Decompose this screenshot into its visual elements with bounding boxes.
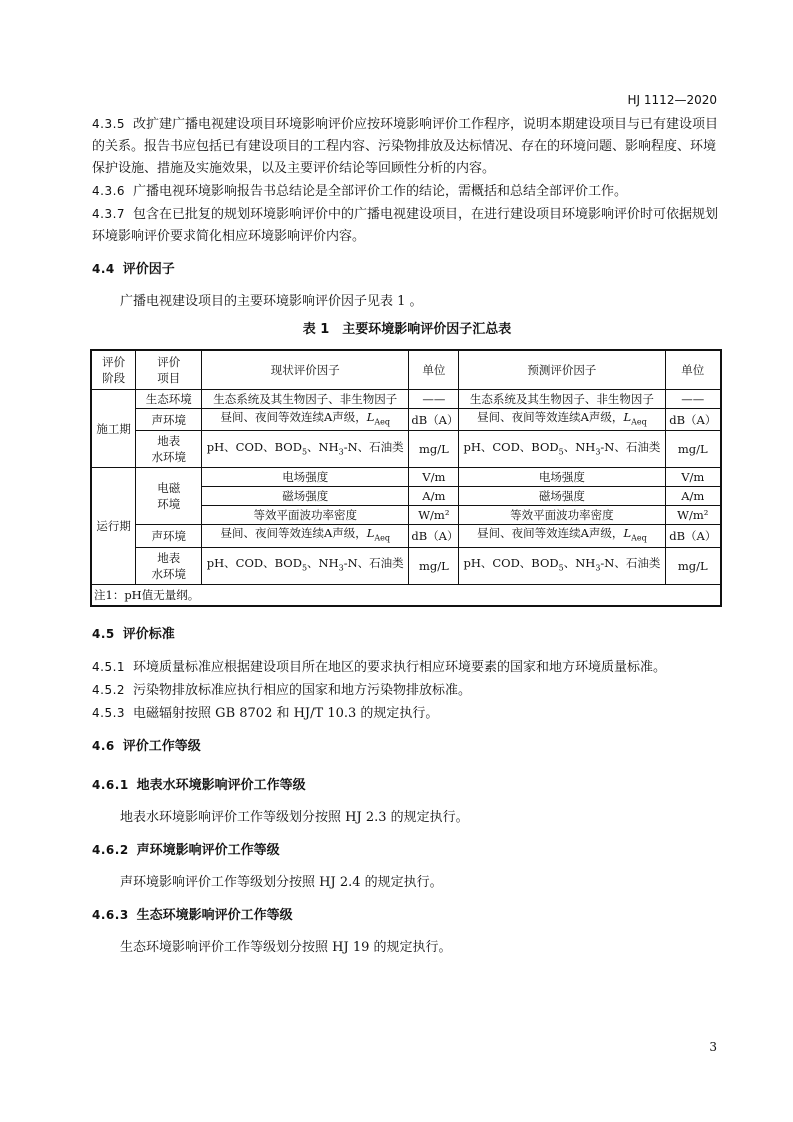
clause-4-3-6 [92, 180, 722, 203]
item-surface-water: 地表 水环境 [136, 547, 202, 584]
document-body [92, 113, 722, 959]
item-electromagnetic: 电磁 环境 [136, 468, 202, 525]
header-unit: 单位 [409, 350, 459, 390]
item-ecology: 生态环境 [136, 390, 202, 409]
table-header-row [91, 350, 721, 390]
clause-4-6-3-text: 生态环境影响评价工作等级划分按照 HJ 19 的规定执行。 [120, 939, 452, 955]
clause-number: 4.3.7 [92, 207, 126, 221]
clause-4-6-1-text: 地表水环境影响评价工作等级划分按照 HJ 2.3 的规定执行。 [120, 809, 469, 825]
clause-4-3-5 [92, 113, 722, 180]
standard-code: HJ 1112—2020 [627, 93, 717, 107]
table-row: 磁场强度 A/m 磁场强度 A/m [91, 487, 721, 506]
clause-4-5-1: 4.5.1 环境质量标准应根据建设项目所在地区的要求执行相应环境要素的国家和地方环境质量标准。 [92, 659, 667, 675]
clause-number: 4.3.6 [92, 184, 126, 198]
page-number: 3 [709, 1040, 717, 1054]
table-note-row [91, 584, 721, 606]
stage-construction: 施工期 [91, 390, 136, 468]
clause-4-5-3: 4.5.3 电磁辐射按照 GB 8702 和 HJ/T 10.3 的规定执行。 [92, 705, 439, 721]
stage-operation: 运行期 [91, 468, 136, 584]
clause-4-3-7 [92, 203, 722, 248]
section-4-4-heading: 4.4 评价因子 [92, 262, 175, 277]
table-row: 地表 水环境 pH、COD、$BOD_5$、$NH_3-N$、石油类 mg/L pH、COD、$BOD_5$、$NH_3-N$、石油类 mg/L [91, 547, 721, 584]
header-predict-factor: 预测评价因子 [459, 350, 665, 390]
clause-4-5-2: 4.5.2 污染物排放标准应执行相应的国家和地方污染物排放标准。 [92, 682, 472, 698]
header-unit: 单位 [665, 350, 721, 390]
table-row: 声环境 昼间、夜间等效连续A声级，$L_{Aeq}$ dB（A） 昼间、夜间等效连续A声级，$L_{Aeq}$ dB（A） [91, 409, 721, 431]
clause-number: 4.3.5 [92, 117, 126, 131]
table-row: 声环境 昼间、夜间等效连续A声级，$L_{Aeq}$ dB（A） 昼间、夜间等效连续A声级，$L_{Aeq}$ dB（A） [91, 525, 721, 547]
table-caption: 表 1 主要环境影响评价因子汇总表 [302, 322, 512, 337]
item-surface-water: 地表 水环境 [136, 431, 202, 468]
clause-4-6-2-heading: 4.6.2 声环境影响评价工作等级 [92, 842, 280, 858]
header-item: 评价 项目 [136, 350, 202, 390]
table-row: 施工期 生态环境 生态系统及其生物因子、非生物因子 —— 生态系统及其生物因子、非生物因子 —— [91, 390, 721, 409]
clause-4-6-1-heading: 4.6.1 地表水环境影响评价工作等级 [92, 777, 306, 793]
clause-4-6-3-heading: 4.6.3 生态环境影响评价工作等级 [92, 907, 293, 923]
clause-text: 广播电视环境影响报告书总结论是全部评价工作的结论，需概括和总结全部评价工作。 [133, 184, 628, 199]
header-current-factor: 现状评价因子 [202, 350, 409, 390]
item-acoustic: 声环境 [136, 525, 202, 547]
table-row: 运行期 电磁 环境 电场强度 V/m 电场强度 V/m [91, 468, 721, 487]
factor-summary-table [90, 349, 722, 607]
table-row: 等效平面波功率密度 W/m² 等效平面波功率密度 W/m² [91, 506, 721, 525]
table-row: 地表 水环境 pH、COD、$BOD_5$、$NH_3-N$、石油类 mg/L pH、COD、$BOD_5$、$NH_3-N$、石油类 mg/L [91, 431, 721, 468]
clause-text: 改扩建广播电视建设项目环境影响评价应按环境影响评价工作程序，说明本期建设项目与已有建设项目的关系。报告书应包括已有建设项目的工程内容、污染物排放及达标情况、存在的环境问题、影响程度、环境保护设施、措施及实施效果，以及主要评价结论等回顾性分析的内容。 [92, 117, 719, 176]
section-4-5-heading: 4.5 评价标准 [92, 626, 175, 642]
section-4-4-text: 广播电视建设项目的主要环境影响评价因子见表 1 。 [120, 294, 423, 309]
table-note: 注1：pH值无量纲。 [91, 584, 721, 606]
clause-text: 包含在已批复的规划环境影响评价中的广播电视建设项目，在进行建设项目环境影响评价时可依据规划环境影响评价要求简化相应环境影响评价内容。 [92, 207, 719, 244]
item-acoustic: 声环境 [136, 409, 202, 431]
header-stage: 评价 阶段 [91, 350, 136, 390]
clause-4-6-2-text: 声环境影响评价工作等级划分按照 HJ 2.4 的规定执行。 [120, 874, 443, 890]
section-4-6-heading: 4.6 评价工作等级 [92, 738, 201, 754]
